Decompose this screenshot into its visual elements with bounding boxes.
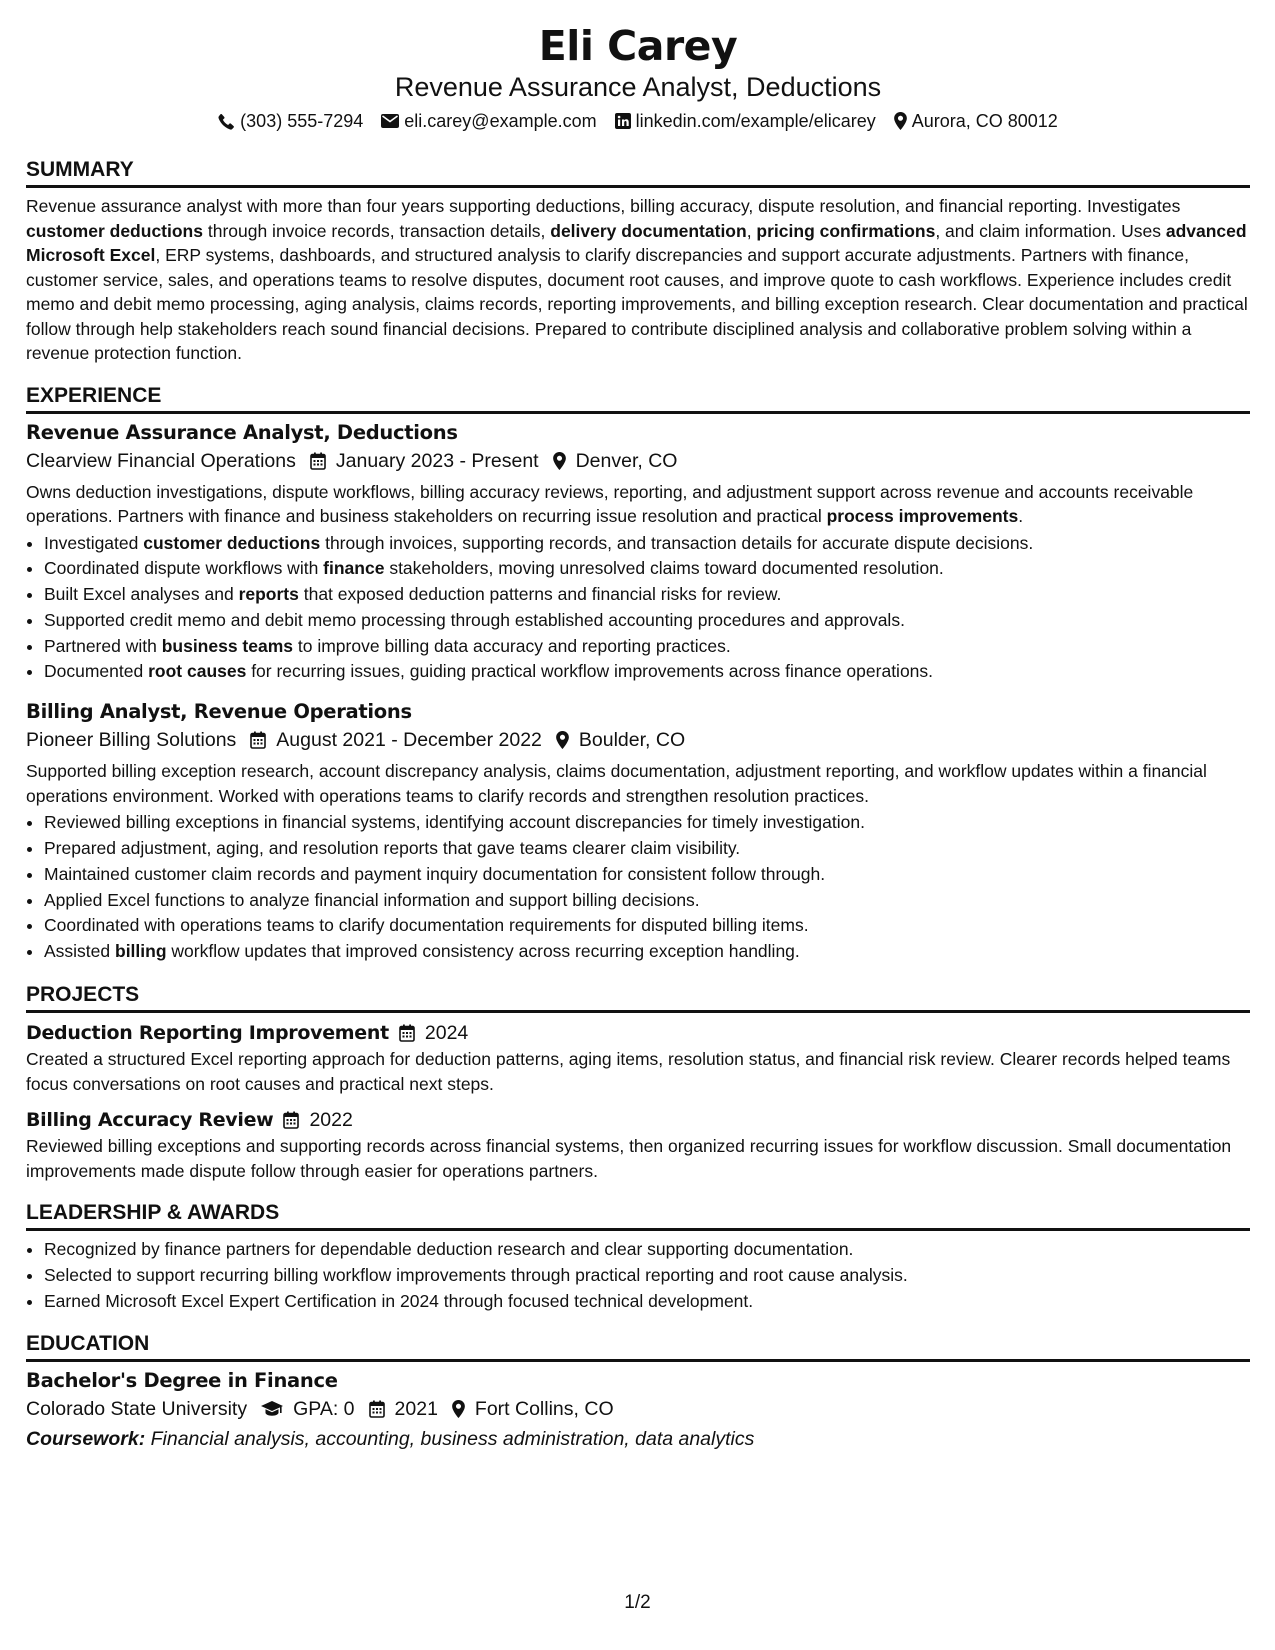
- coursework-text: Financial analysis, accounting, business administration, data analytics: [150, 1428, 755, 1451]
- job-bullets: [26, 810, 1250, 965]
- job-bullet: • Investigated customer deductions through invoices, supporting records, and transaction details for accurate dispute decisions.: [44, 531, 1250, 557]
- job-bullet: • Documented root causes for recurring issues, guiding practical workflow improvements across finance operations.: [44, 659, 1250, 685]
- contact-linkedin[interactable]: [615, 108, 876, 134]
- school-location: Fort Collins, CO: [474, 1398, 614, 1421]
- map-pin-icon: [556, 731, 569, 749]
- contact-phone[interactable]: [218, 108, 363, 134]
- contact-email[interactable]: [381, 108, 596, 134]
- map-pin-icon: [553, 452, 566, 470]
- emphasis-text: reports: [238, 584, 299, 605]
- experience-entry: [26, 699, 1250, 965]
- project-header: [26, 1106, 1250, 1134]
- job-dates: January 2023 - Present: [335, 449, 539, 472]
- emphasis-text: billing: [115, 941, 167, 962]
- job-bullet: • Reviewed billing exceptions in financial systems, identifying account discrepancies for timely investigation.: [44, 810, 1250, 836]
- job-bullet: • Maintained customer claim records and payment inquiry documentation for consistent follow through.: [44, 862, 1250, 888]
- job-bullet: • Assisted billing workflow updates that improved consistency across recurring exception handling.: [44, 939, 1250, 965]
- leadership-bullets: [26, 1237, 1250, 1314]
- project-entry: [26, 1019, 1250, 1096]
- job-title: Revenue Assurance Analyst, Deductions: [26, 420, 458, 444]
- job-bullet: • Prepared adjustment, aging, and resolution reports that gave teams clearer claim visibility.: [44, 836, 1250, 862]
- emphasis-text: advanced Microsoft Excel: [26, 220, 1247, 265]
- contact-linkedin-text: linkedin.com/example/elicarey: [635, 111, 876, 131]
- leadership-bullet: • Selected to support recurring billing workflow improvements through practical reporting and root cause analysis.: [44, 1263, 1250, 1289]
- calendar-icon: [283, 1111, 299, 1129]
- job-bullet: • Partnered with business teams to improve billing data accuracy and reporting practices.: [44, 634, 1250, 660]
- experience-section: [26, 382, 1250, 966]
- summary-text: Revenue assurance analyst with more than four years supporting deductions, billing accuracy, dispute resolution, and financial reporting. Investigates customer deductions through invoice records, transaction details, delivery documentation, pricing confirmations, and claim information. Uses advanced Microsoft Excel, ERP systems, dashboards, and structured analysis to clarify discrepancies and support accurate adjustments. Partners with finance, customer service, sales, and operations teams to resolve disputes, document root causes, and improve quote to cash workflows. Experience includes credit memo and debit memo processing, aging analysis, claims records, reporting improvements, and billing exception research. Clear documentation and practical follow through help stakeholders reach sound financial decisions. Prepared to contribute disciplined analysis and collaborative problem solving within a revenue protection function.: [26, 196, 1248, 363]
- projects-section: [26, 981, 1250, 1183]
- education-section: [26, 1330, 1250, 1454]
- graduation-cap-icon: [261, 1401, 283, 1417]
- project-name: Billing Accuracy Review: [26, 1109, 274, 1132]
- job-bullet: • Built Excel analyses and reports that exposed deduction patterns and financial risks for review.: [44, 582, 1250, 608]
- contact-line: [26, 108, 1250, 134]
- emphasis-text: business teams: [161, 635, 294, 656]
- emphasis-text: root causes: [148, 661, 247, 682]
- calendar-icon: [369, 1400, 385, 1418]
- section-title-leadership: LEADERSHIP & AWARDS: [26, 1199, 1250, 1231]
- map-pin-icon: [894, 112, 907, 130]
- degree-title: Bachelor's Degree in Finance: [26, 1369, 338, 1393]
- job-dates: August 2021 - December 2022: [276, 729, 542, 752]
- envelope-icon: [381, 114, 399, 128]
- project-description: Created a structured Excel reporting approach for deduction patterns, aging items, resolution status, and financial risk review. Clearer records helped teams focus conversations on root causes and practical next steps.: [26, 1049, 1231, 1094]
- coursework-line: [26, 1424, 1250, 1454]
- calendar-icon: [310, 452, 326, 470]
- linkedin-icon: [615, 113, 631, 129]
- emphasis-text: process improvements: [826, 506, 1019, 526]
- graduation-year: 2021: [394, 1398, 438, 1421]
- calendar-icon: [250, 731, 266, 749]
- job-bullets: [26, 531, 1250, 686]
- job-summary: Owns deduction investigations, dispute workflows, billing accuracy reviews, reporting, and adjustment support across revenue and accounts receivable operations. Partners with finance and business stakeholders on recurring issue resolution and practical process improvements.: [26, 481, 1194, 526]
- page-number: 1/2: [624, 1592, 651, 1613]
- school-name: Colorado State University: [26, 1398, 248, 1421]
- leadership-bullet: • Recognized by finance partners for dependable deduction research and clear supporting documentation.: [44, 1237, 1250, 1263]
- job-bullet: • Supported credit memo and debit memo processing through established accounting procedures and approvals.: [44, 608, 1250, 634]
- emphasis-text: delivery documentation: [550, 220, 747, 241]
- calendar-icon: [399, 1024, 415, 1042]
- contact-location-text: Aurora, CO 80012: [911, 111, 1058, 131]
- candidate-name: Eli Carey: [538, 22, 738, 70]
- summary-section: [26, 156, 1250, 366]
- resume-page: [26, 20, 1250, 1454]
- leadership-section: [26, 1199, 1250, 1314]
- section-title-education: EDUCATION: [26, 1330, 1250, 1362]
- project-description: Reviewed billing exceptions and supporting records across financial systems, then organized recurring issues for workflow discussion. Small documentation improvements made dispute follow through easier for operations partners.: [26, 1136, 1232, 1181]
- emphasis-text: pricing confirmations: [756, 220, 936, 241]
- resume-header: [26, 20, 1250, 134]
- job-meta: [26, 725, 1250, 755]
- contact-email-text: eli.carey@example.com: [404, 111, 597, 131]
- project-year: 2024: [424, 1022, 469, 1045]
- job-location: Boulder, CO: [578, 729, 686, 752]
- project-name: Deduction Reporting Improvement: [26, 1022, 389, 1045]
- company-name: Pioneer Billing Solutions: [26, 729, 237, 752]
- emphasis-text: customer deductions: [26, 220, 203, 241]
- company-name: Clearview Financial Operations: [26, 449, 296, 472]
- project-entry: [26, 1106, 1250, 1183]
- contact-phone-text: (303) 555-7294: [240, 111, 364, 131]
- coursework-label: Coursework:: [26, 1428, 146, 1451]
- section-title-summary: SUMMARY: [26, 156, 1250, 188]
- leadership-bullet: • Earned Microsoft Excel Expert Certification in 2024 through focused technical development.: [44, 1289, 1250, 1315]
- candidate-headline: Revenue Assurance Analyst, Deductions: [394, 72, 882, 102]
- emphasis-text: finance: [323, 558, 385, 579]
- map-pin-icon: [452, 1400, 465, 1418]
- section-title-experience: EXPERIENCE: [26, 382, 1250, 414]
- job-title: Billing Analyst, Revenue Operations: [26, 700, 412, 724]
- job-bullet: • Applied Excel functions to analyze financial information and support billing decisions.: [44, 888, 1250, 914]
- emphasis-text: customer deductions: [143, 532, 321, 553]
- job-bullet: • Coordinated with operations teams to clarify documentation requirements for disputed billing items.: [44, 913, 1250, 939]
- phone-icon: [218, 113, 235, 130]
- project-header: [26, 1019, 1250, 1047]
- contact-location: [894, 108, 1058, 134]
- experience-entry: [26, 420, 1250, 686]
- job-bullet: • Coordinated dispute workflows with finance stakeholders, moving unresolved claims toward documented resolution.: [44, 556, 1250, 582]
- gpa-text: GPA: 0: [293, 1398, 355, 1421]
- job-meta: [26, 446, 1250, 476]
- section-title-projects: PROJECTS: [26, 981, 1250, 1013]
- job-summary: Supported billing exception research, account discrepancy analysis, claims documentation, adjustment reporting, and workflow updates within a financial operations environment. Worked with operations teams to clarify records and strengthen resolution practices.: [26, 761, 1207, 806]
- education-meta: [26, 1394, 1250, 1424]
- job-location: Denver, CO: [575, 449, 678, 472]
- project-year: 2022: [309, 1109, 353, 1132]
